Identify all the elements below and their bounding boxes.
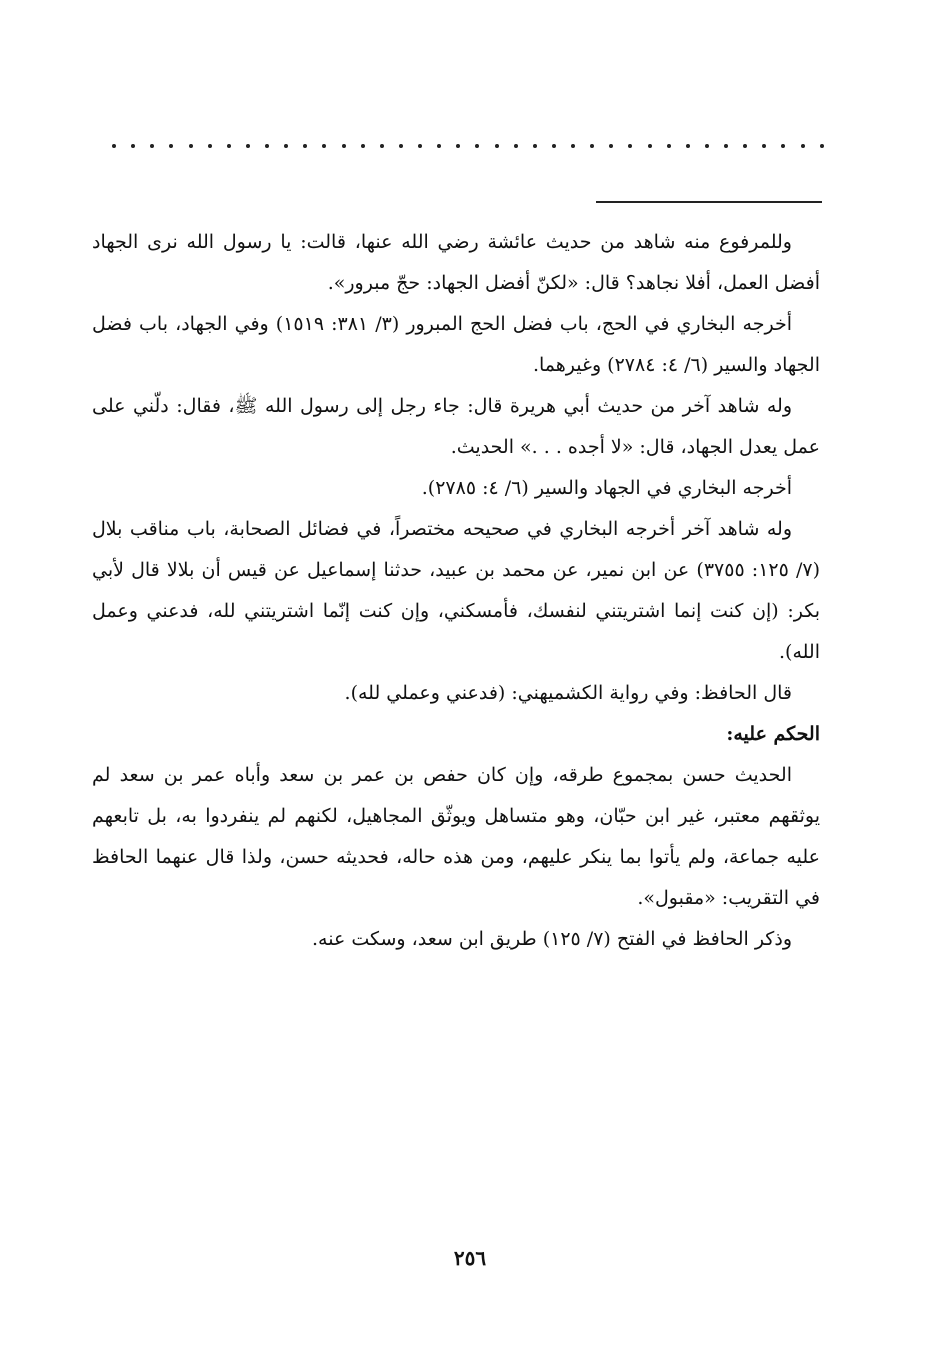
separator-dot [762,144,766,148]
dotted-separator [112,136,824,156]
paragraph-abu-hurayra-witness: وله شاهد آخر من حديث أبي هريرة قال: جاء رجل إلى رسول الله ﷺ، فقال: دلّني على عمل يعدل الجهاد، قال: «لا أجده . . .» الحديث. [92,395,820,458]
paragraph-fath-note: وذكر الحافظ في الفتح (٧/ ١٢٥) طريق ابن سعد، وسكت عنه. [312,928,792,950]
separator-dot [628,144,632,148]
separator-dot [571,144,575,148]
page-number: ٢٥٦ [453,1246,487,1270]
separator-dot [724,144,728,148]
footnote-rule [596,201,822,203]
separator-dot [342,144,346,148]
separator-dot [495,144,499,148]
separator-dot [322,144,326,148]
paragraph-bilal-witness: وله شاهد آخر أخرجه البخاري في صحيحه مختصراً، في فضائل الصحابة، باب مناقب بلال (٧/ ١٢٥: ٣٧٥٥) عن ابن نمير، عن محمد بن عبيد، حدثنا إسماعيل عن قيس أن بلالا قال لأبي بكر: (إن كنت إنما اشتريتني لنفسك، فأمسكني، وإن كنت إنّما اشتريتني لله، فدعني وعمل الله). [92,518,821,663]
separator-dot [265,144,269,148]
separator-dot [131,144,135,148]
separator-dot [552,144,556,148]
separator-dot [112,144,116,148]
separator-dot [208,144,212,148]
paragraph-aisha-witness: وللمرفوع منه شاهد من حديث عائشة رضي الله عنها، قالت: يا رسول الله نرى الجهاد أفضل العمل، أفلا نجاهد؟ قال: «لكنّ أفضل الجهاد: حجّ مبرور». [92,231,820,294]
separator-dot [475,144,479,148]
separator-dot [361,144,365,148]
separator-dot [590,144,594,148]
separator-dot [801,144,805,148]
separator-dot [609,144,613,148]
paragraph-bukhari-hajj-ref: أخرجه البخاري في الحج، باب فضل الحج المبرور (٣/ ٣٨١: ١٥١٩) وفي الجهاد، باب فضل الجهاد والسير (٦/ ٤: ٢٧٨٤) وغيرهما. [92,313,820,376]
separator-dot [743,144,747,148]
paragraph-ruling: الحديث حسن بمجموع طرقه، وإن كان حفص بن عمر بن سعد وأباه عمر بن سعد لم يوثقهم معتبر، غير ابن حبّان، وهو متساهل ويوثّق المجاهيل، لكنهم لم ينفردوا به، بل تابعهم عليه جماعة، ولم يأتوا بما ينكر عليهم، ومن هذه حاله، فحديثه حسن، ولذا قال عنهما الحافظ في التقريب: «مقبول». [92,764,820,909]
separator-dot [418,144,422,148]
separator-dot [705,144,709,148]
separator-dot [686,144,690,148]
separator-dot [648,144,652,148]
separator-dot [667,144,671,148]
separator-dot [380,144,384,148]
paragraph-bukhari-jihad-ref: أخرجه البخاري في الجهاد والسير (٦/ ٤: ٢٧٨٥). [421,477,792,499]
separator-dot [303,144,307,148]
separator-dot [246,144,250,148]
footnote-text [92,222,820,960]
paragraph-hafiz-quote: قال الحافظ: وفي رواية الكشميهني: (فدعني وعملي لله). [344,682,792,704]
separator-dot [189,144,193,148]
separator-dot [820,144,824,148]
separator-dot [533,144,537,148]
ruling-heading: الحكم عليه: [726,723,820,745]
separator-dot [227,144,231,148]
separator-dot [437,144,441,148]
separator-dot [514,144,518,148]
separator-dot [284,144,288,148]
separator-dot [150,144,154,148]
separator-dot [781,144,785,148]
separator-dot [456,144,460,148]
separator-dot [399,144,403,148]
separator-dot [169,144,173,148]
